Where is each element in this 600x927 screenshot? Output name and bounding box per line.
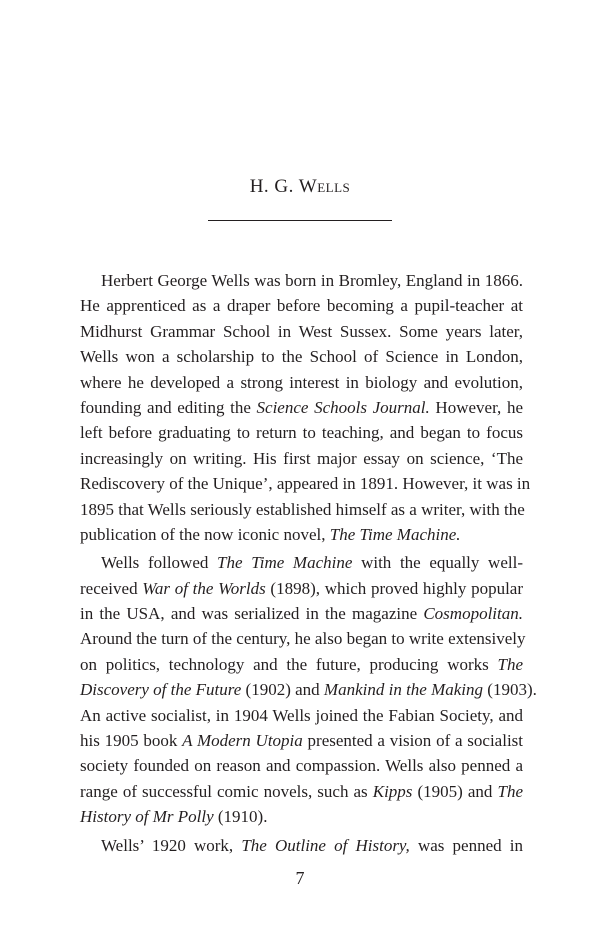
text-line: Discovery of the Future (1902) and Mankind in the Making (1903). xyxy=(80,680,537,700)
title-rule xyxy=(208,220,392,221)
text-line: Midhurst Grammar School in West Sussex. Some years later, xyxy=(80,321,523,341)
text-line: Rediscovery of the Unique’, appeared in 1891. However, it was in xyxy=(80,474,531,494)
text-line: range of successful comic novels, such as Kipps (1905) and The xyxy=(80,781,523,801)
text-line: History of Mr Polly (1910). xyxy=(80,807,268,827)
chapter-title: H. G. Wells xyxy=(249,176,351,197)
text-line: An active socialist, in 1904 Wells joined the Fabian Society, and xyxy=(80,705,523,725)
text-line: He apprenticed as a draper before becoming a pupil-teacher at xyxy=(80,296,523,316)
text-line: founding and editing the Science Schools Journal. However, he xyxy=(80,397,523,417)
text-line: on politics, technology and the future, producing works The xyxy=(80,654,523,674)
text-line: received War of the Worlds (1898), which proved highly popular xyxy=(80,578,524,598)
text-line: Wells’ 1920 work, The Outline of History, was penned in xyxy=(101,835,523,855)
biography-text xyxy=(80,268,537,858)
text-line: publication of the now iconic novel, The Time Machine. xyxy=(80,524,461,544)
text-line: in the USA, and was serialized in the magazine Cosmopolitan. xyxy=(80,604,523,624)
text-line: his 1905 book A Modern Utopia presented a vision of a socialist xyxy=(80,731,524,751)
text-line: society founded on reason and compassion. Wells also penned a xyxy=(80,756,523,776)
text-line: increasingly on writing. His first major essay on science, ‘The xyxy=(80,448,523,468)
text-line: where he developed a strong interest in biology and evolution, xyxy=(80,372,523,392)
text-line: left before graduating to return to teaching, and began to focus xyxy=(80,423,523,443)
page-number: 7 xyxy=(295,868,305,888)
text-line: Around the turn of the century, he also began to write extensively xyxy=(80,629,526,649)
text-line: Wells followed The Time Machine with the equally well- xyxy=(101,553,523,573)
text-line: Herbert George Wells was born in Bromley, England in 1866. xyxy=(101,271,523,290)
text-line: 1895 that Wells seriously established himself as a writer, with the xyxy=(80,499,525,519)
text-line: Wells won a scholarship to the School of Science in London, xyxy=(80,347,523,367)
